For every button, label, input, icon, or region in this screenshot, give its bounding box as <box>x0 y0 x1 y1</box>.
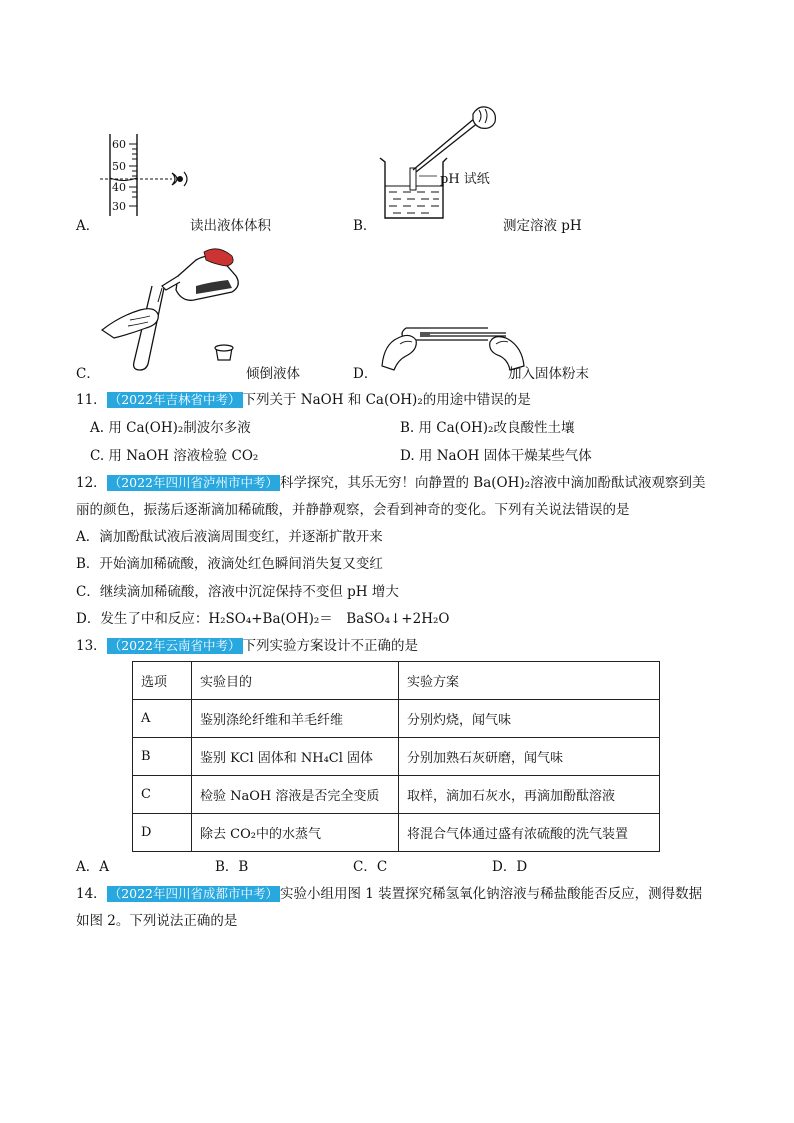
q11-number: 11． <box>76 392 107 408</box>
q11-option-a: A. 用 Ca(OH)₂制波尔多液 <box>90 420 251 436</box>
table-cell: 检验 NaOH 溶液是否完全变质 <box>192 776 399 814</box>
q13-option-d: D．D <box>492 859 528 875</box>
tick-60: 60 <box>112 138 126 151</box>
fig-a-letter: A． <box>76 218 100 234</box>
q13-option-b: B．B <box>215 859 249 875</box>
table-cell: D <box>133 814 192 852</box>
q12-stem-line2: 丽的颜色，振荡后逐渐滴加稀硫酸，并静静观察，会看到神奇的变化。下列有关说法错误的是 <box>76 502 630 518</box>
table-header-cell: 实验方案 <box>399 662 660 700</box>
q11-stem-line <box>76 388 531 408</box>
fig-b-caption: 测定溶液 pH <box>503 218 582 234</box>
q14-stem-line1 <box>76 882 702 902</box>
tick-40: 40 <box>112 181 126 194</box>
q12-option-c: C．继续滴加稀硫酸，溶液中沉淀保持不变但 pH 增大 <box>76 584 399 600</box>
q12-source-tag: （2022年四川省泸州市中考） <box>108 475 278 490</box>
table-row <box>133 700 660 738</box>
table-row <box>133 814 660 852</box>
table-cell: 鉴别涤纶纤维和羊毛纤维 <box>192 700 399 738</box>
q11-source-tag: （2022年吉林省中考） <box>108 392 241 407</box>
table-cell: 除去 CO₂中的水蒸气 <box>192 814 399 852</box>
table-cell: 将混合气体通过盛有浓硫酸的洗气装置 <box>399 814 660 852</box>
q12-option-b: B．开始滴加稀硫酸，液滴处红色瞬间消失复又变红 <box>76 556 383 572</box>
figure-d-adding-powder <box>378 300 528 372</box>
q13-option-a: A．A <box>76 859 109 875</box>
table-cell: C <box>133 776 192 814</box>
fig-d-caption: 加入固体粉末 <box>508 366 589 382</box>
q14-source-tag: （2022年四川省成都市中考） <box>108 886 278 901</box>
q12-option-d: D．发生了中和反应：H₂SO₄+Ba(OH)₂＝ BaSO₄↓+2H₂O <box>76 611 450 627</box>
q13-stem: 下列实验方案设计不正确的是 <box>242 638 418 654</box>
table-cell: 取样，滴加石灰水，再滴加酚酞溶液 <box>399 776 660 814</box>
q14-stem-line2: 如图 2。下列说法正确的是 <box>76 913 238 929</box>
fig-b-letter: B． <box>353 218 377 234</box>
q14-number: 14． <box>76 886 107 902</box>
q12-option-a: A．滴加酚酞试液后液滴周围变红，并逐渐扩散开来 <box>76 529 383 545</box>
q12-stem-part1: 科学探究，其乐无穷！向静置的 Ba(OH)₂溶液中滴加酚酞试液观察到美 <box>280 475 706 491</box>
figure-c-pouring-liquid <box>100 246 250 372</box>
q11-option-d: D. 用 NaOH 固体干燥某些气体 <box>400 448 592 464</box>
q13-option-c: C．C <box>353 859 388 875</box>
table-cell: A <box>133 700 192 738</box>
table-header-row <box>133 662 660 700</box>
table-cell: 分别灼烧，闻气味 <box>399 700 660 738</box>
q14-stem-part1: 实验小组用图 1 装置探究稀氢氧化钠溶液与稀盐酸能否反应，测得数据 <box>280 886 703 902</box>
q11-option-b: B. 用 Ca(OH)₂改良酸性土壤 <box>400 420 575 436</box>
q13-source-tag: （2022年云南省中考） <box>108 638 241 653</box>
tick-30: 30 <box>112 200 126 213</box>
ph-paper-label: pH 试纸 <box>440 172 490 187</box>
table-row <box>133 738 660 776</box>
table-header-cell: 选项 <box>133 662 192 700</box>
q13-number: 13． <box>76 638 107 654</box>
q11-option-c: C. 用 NaOH 溶液检验 CO₂ <box>90 448 259 464</box>
table-cell: 分别加熟石灰研磨，闻气味 <box>399 738 660 776</box>
fig-c-caption: 倾倒液体 <box>246 366 300 382</box>
fig-d-letter: D． <box>353 366 378 382</box>
table-cell: 鉴别 KCl 固体和 NH₄Cl 固体 <box>192 738 399 776</box>
tick-50: 50 <box>112 160 126 173</box>
table-cell: B <box>133 738 192 776</box>
fig-a-caption: 读出液体体积 <box>190 218 271 234</box>
q13-experiment-table <box>132 661 660 852</box>
q12-number: 12． <box>76 475 107 491</box>
table-row <box>133 776 660 814</box>
q11-stem: 下列关于 NaOH 和 Ca(OH)₂的用途中错误的是 <box>242 392 531 408</box>
q13-stem-line <box>76 634 418 654</box>
q12-stem-line1 <box>76 471 706 491</box>
figure-b-ph-test <box>375 100 505 225</box>
fig-c-letter: C． <box>76 366 100 382</box>
table-header-cell: 实验目的 <box>192 662 399 700</box>
